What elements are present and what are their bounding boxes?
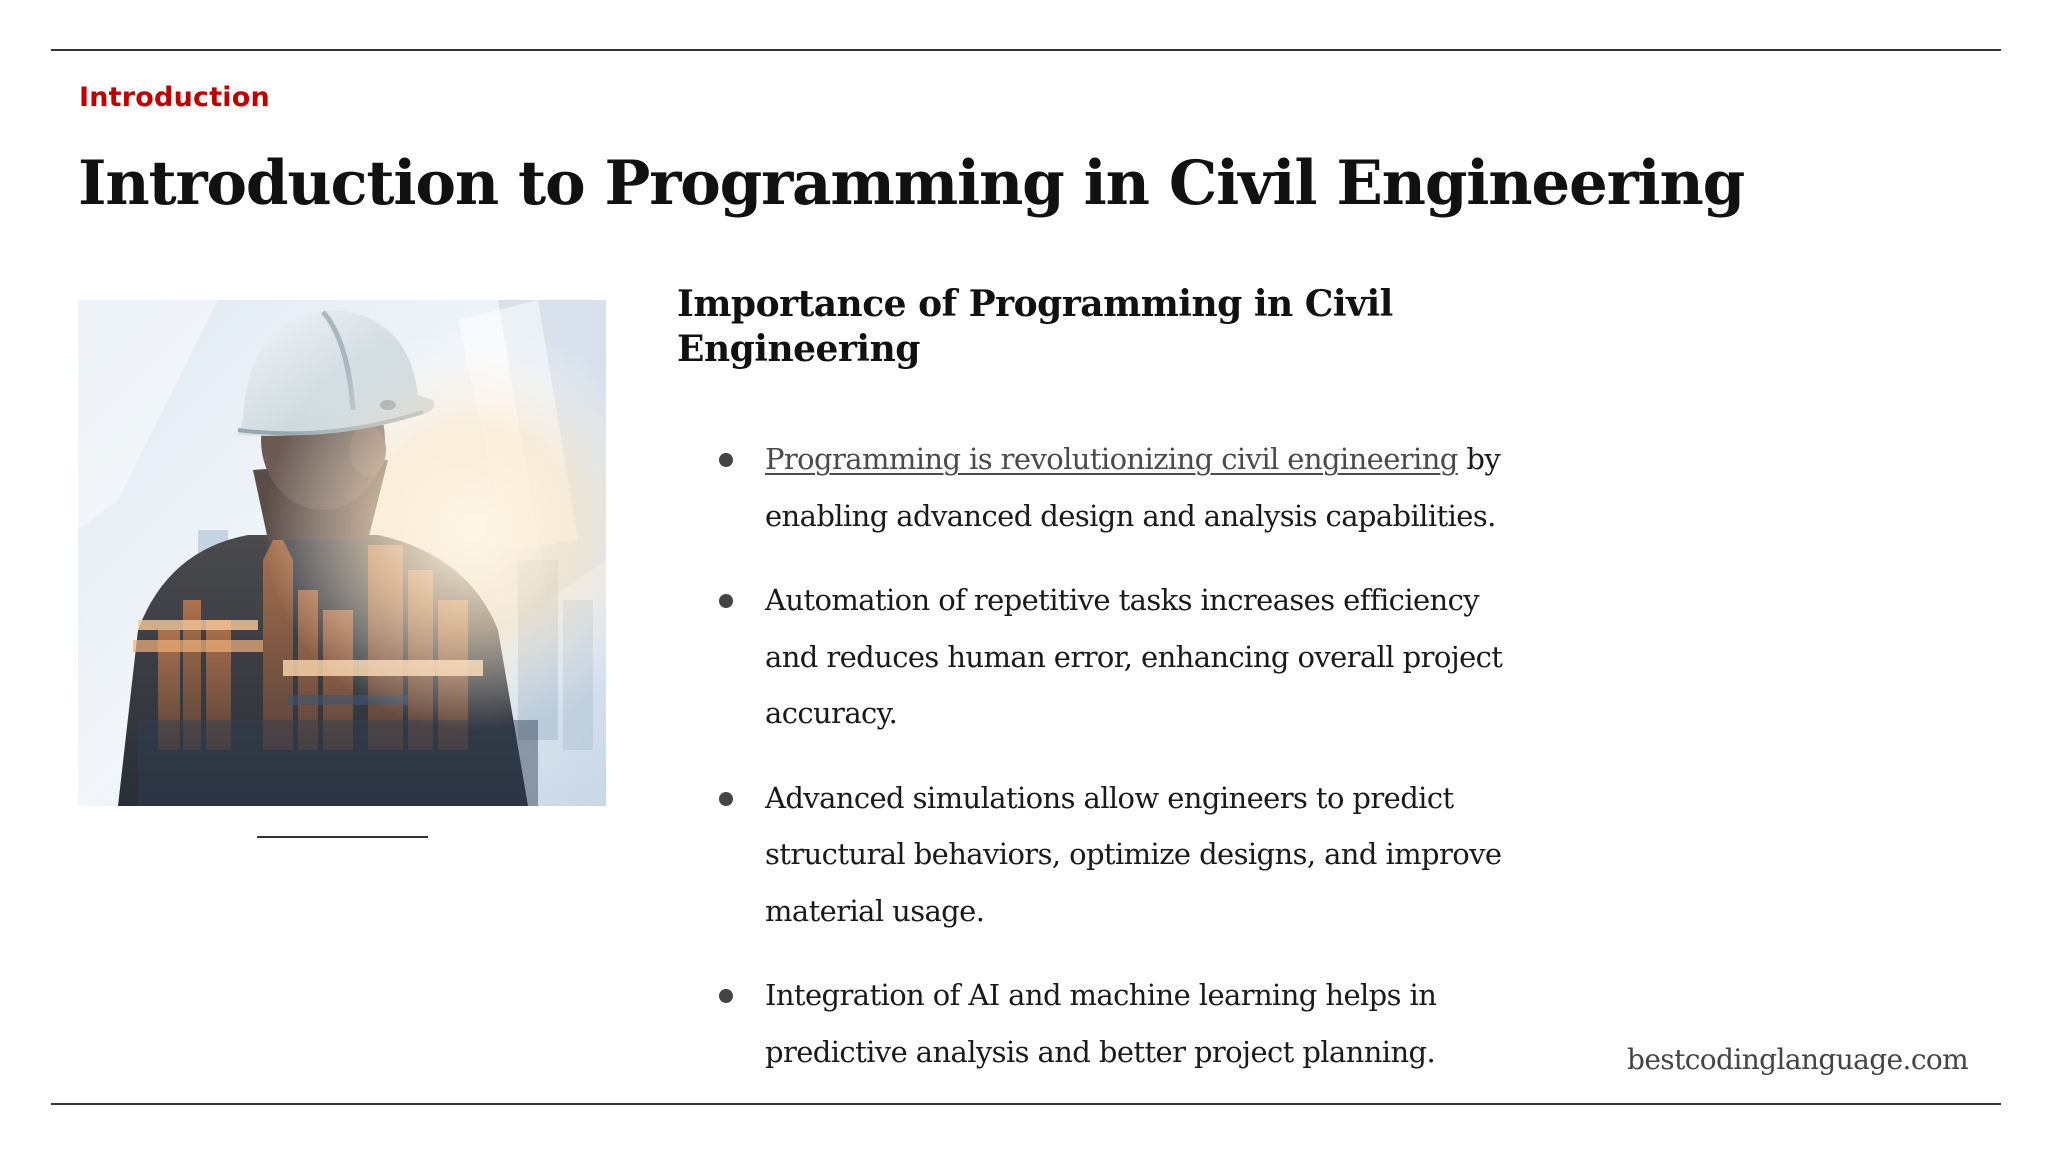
list-item-text: by enabling advanced design and analysis capabilities. xyxy=(765,442,1501,533)
bullet-dot-icon xyxy=(719,453,733,467)
bullet-dot-icon xyxy=(719,594,733,608)
list-item xyxy=(677,770,1517,940)
section-label: Introduction xyxy=(79,82,270,113)
site-url: bestcodinglanguage.com xyxy=(1627,1043,1969,1076)
list-item xyxy=(677,431,1517,544)
bullet-list xyxy=(677,431,1517,1108)
bottom-divider xyxy=(51,1103,2001,1105)
page-title: Introduction to Programming in Civil Engineering xyxy=(78,148,1745,219)
list-item-text: Advanced simulations allow engineers to predict structural behaviors, optimize designs, and improve material usage. xyxy=(765,780,1502,928)
bullet-dot-icon xyxy=(719,792,733,806)
hero-image-engineer-city xyxy=(78,300,606,806)
image-caption-divider xyxy=(257,836,428,838)
content-column xyxy=(677,282,1517,1069)
list-item xyxy=(677,967,1517,1080)
list-item-text: Integration of AI and machine learning helps in predictive analysis and better project planning. xyxy=(765,978,1437,1069)
list-item-text: Automation of repetitive tasks increases efficiency and reduces human error, enhancing overall project accuracy. xyxy=(765,583,1503,730)
revolutionizing-link[interactable]: Programming is revolutionizing civil engineering xyxy=(765,442,1458,476)
top-divider xyxy=(51,49,2001,51)
list-item xyxy=(677,572,1517,742)
section-subheading: Importance of Programming in Civil Engineering xyxy=(677,283,1393,370)
bullet-dot-icon xyxy=(719,989,733,1003)
